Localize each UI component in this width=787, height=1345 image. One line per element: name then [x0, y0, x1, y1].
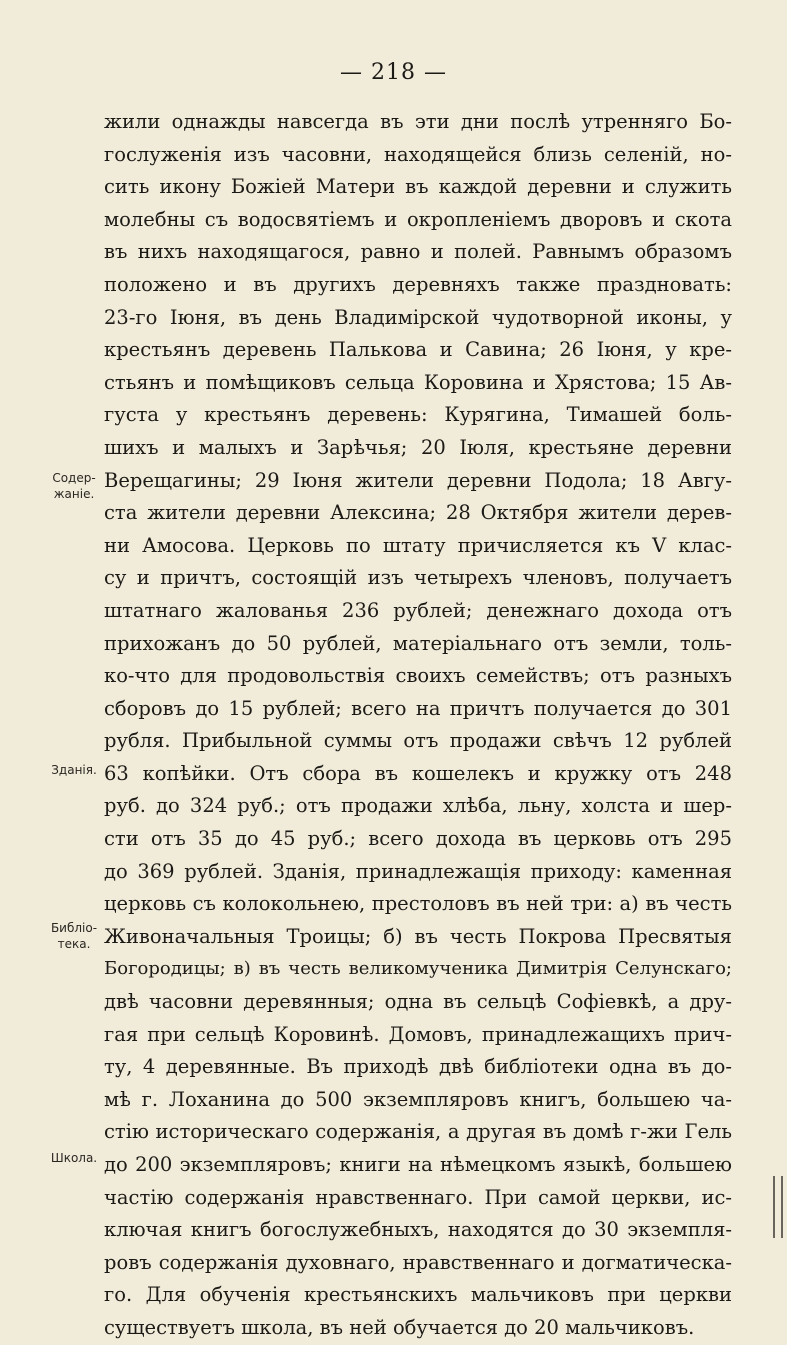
text-line: сборовъ до 15 рублей; всего на причтъ получается до 301	[104, 696, 732, 720]
text-line: ста жители деревни Алексина; 28 Октября жители дерев-	[104, 501, 732, 525]
text-line: сить икону Божіей Матери въ каждой деревни и служить	[104, 175, 732, 199]
text-line: ключая книгъ богослужебныхъ, находятся до 30 экземпля-	[104, 1218, 732, 1242]
text-line: гая при сельцѣ Коровинѣ. Домовъ, принадлежащихъ прич-	[104, 1022, 732, 1046]
text-line: су и причтъ, состоящій изъ четырехъ членовъ, получаетъ	[104, 566, 732, 590]
page-edge-mark	[773, 1176, 783, 1238]
text-line: сти отъ 35 до 45 руб.; всего дохода въ церковь отъ 295	[104, 827, 732, 851]
text-line: прихожанъ до 50 рублей, матеріальнаго отъ земли, толь-	[104, 631, 732, 655]
text-line: гослуженія изъ часовни, находящейся близь селеній, но-	[104, 142, 732, 166]
text-line: молебны съ водосвятіемъ и окропленіемъ дворовъ и скота	[104, 207, 732, 231]
text-line: рубля. Прибыльной суммы отъ продажи свѣчъ 12 рублей	[104, 729, 732, 753]
text-line: жили однажды навсегда въ эти дни послѣ утренняго Бо-	[104, 110, 732, 133]
text-line: 23-го Іюня, въ день Владимірской чудотворной иконы, у	[104, 305, 732, 329]
text-line: церковь съ колокольнею, престоловъ въ ней три: а) въ честь	[104, 892, 732, 916]
text-line: ровъ содержанія духовнаго, нравственнаго и догматическа-	[104, 1250, 732, 1274]
text-line: 63 копѣйки. Отъ сбора въ кошелекъ и кружку отъ 248	[104, 761, 732, 785]
text-line: существуетъ школа, въ ней обучается до 20 мальчиковъ.	[104, 1315, 695, 1339]
text-line: мѣ г. Лоханина до 500 экземпляровъ книгъ, большею ча-	[104, 1087, 732, 1111]
text-line: Богородицы; в) въ честь великомученика Димитрія Селунскаго;	[104, 958, 732, 980]
text-line: двѣ часовни деревянныя; одна въ сельцѣ Софіевкѣ, а дру-	[104, 990, 732, 1014]
text-line: стію историческаго содержанія, а другая въ домѣ г-жи Гель	[104, 1120, 732, 1144]
text-line: шихъ и малыхъ и Зарѣчья; 20 Іюля, крестьяне деревни	[104, 435, 732, 459]
text-line: густа у крестьянъ деревень: Курягина, Тимашей боль-	[104, 403, 732, 427]
text-line: частію содержанія нравственнаго. При самой церкви, ис-	[104, 1185, 732, 1209]
text-line: Верещагины; 29 Іюня жители деревни Подола; 18 Авгу-	[104, 468, 732, 492]
text-line: руб. до 324 руб.; отъ продажи хлѣба, льну, холста и шер-	[104, 794, 732, 818]
text-line: въ нихъ находящагося, равно и полей. Равнымъ образомъ	[104, 240, 732, 264]
margin-note-soderzhanie: Содер-жаніе.	[52, 471, 96, 501]
text-line: до 200 экземпляровъ; книги на нѣмецкомъ языкѣ, большею	[104, 1153, 732, 1176]
text-line: штатнаго жалованья 236 рублей; денежнаго дохода отъ	[104, 598, 732, 622]
text-line: стьянъ и помѣщиковъ сельца Коровина и Хрястова; 15 Ав-	[104, 370, 732, 394]
margin-note-zdaniya: Зданія.	[51, 763, 97, 777]
margin-note-biblioteka: Библіо-тека.	[50, 921, 98, 951]
body-text	[104, 106, 732, 1345]
page-number: — 218 —	[340, 60, 447, 85]
text-line: го. Для обученія крестьянскихъ мальчиковъ при церкви	[104, 1283, 732, 1307]
text-line: Живоначальныя Троицы; б) въ честь Покрова Пресвятыя	[104, 924, 732, 948]
text-line: до 369 рублей. Зданія, принадлежащія приходу: каменная	[104, 859, 732, 883]
margin-note-shkola: Школа.	[50, 1151, 98, 1165]
text-line: ко-что для продовольствія своихъ семействъ; отъ разныхъ	[104, 664, 732, 688]
text-line: ни Амосова. Церковь по штату причисляется къ V клас-	[104, 533, 732, 557]
text-line: крестьянъ деревень Палькова и Савина; 26 Іюня, у кре-	[104, 338, 732, 362]
text-line: положено и въ другихъ деревняхъ также праздновать:	[104, 272, 732, 296]
text-line: ту, 4 деревянные. Въ приходѣ двѣ библіотеки одна въ до-	[104, 1055, 732, 1079]
